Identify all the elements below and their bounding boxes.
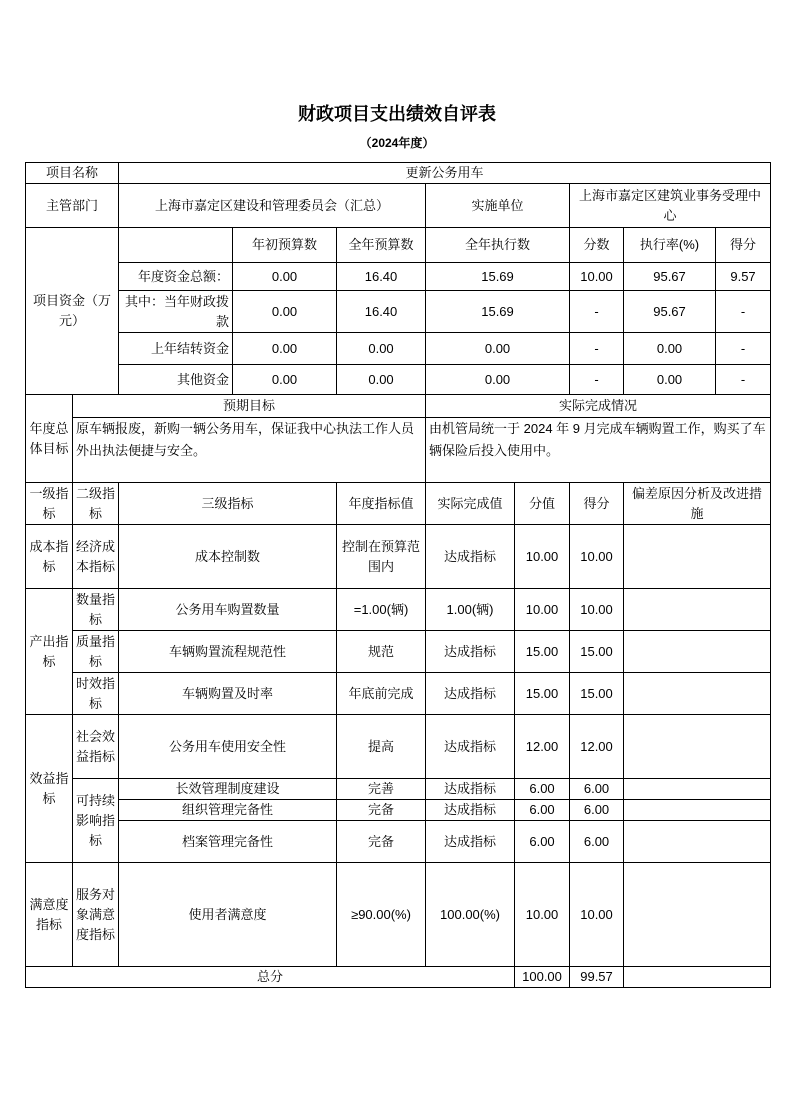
deviation-note [624,967,771,988]
actual-value: 达成指标 [426,673,515,715]
indicator-row [26,800,771,821]
expected-label: 预期目标 [73,395,426,418]
deviation-note [624,715,771,779]
funds-row [26,365,771,395]
score: 10.00 [570,863,624,967]
level3-indicator: 使用者满意度 [119,863,337,967]
total-label: 总分 [26,967,515,988]
funds-cell: 0.00 [426,333,570,365]
funds-cell: - [716,333,771,365]
funds-cell: 0.00 [233,333,337,365]
indicator-header: 三级指标 [119,483,337,525]
score: 15.00 [570,673,624,715]
evaluation-table [25,162,771,988]
funds-cell: 9.57 [716,263,771,291]
score: 12.00 [570,715,624,779]
score: 15.00 [570,631,624,673]
level2-indicator: 时效指标 [73,673,119,715]
level2-indicator: 可持续影响指标 [73,779,119,863]
level3-indicator: 公务用车购置数量 [119,589,337,631]
indicator-row [26,821,771,863]
funds-label: 项目资金（万元） [26,228,119,395]
funds-cell: 0.00 [624,333,716,365]
funds-row [26,263,771,291]
funds-cell: 0.00 [337,333,426,365]
indicator-row [26,715,771,779]
deviation-note [624,589,771,631]
level3-indicator: 公务用车使用安全性 [119,715,337,779]
funds-cell: 0.00 [624,365,716,395]
indicator-row [26,589,771,631]
target-value: =1.00(辆) [337,589,426,631]
funds-cell: 0.00 [233,263,337,291]
project-name: 更新公务用车 [119,163,771,184]
funds-cell: 95.67 [624,291,716,333]
level3-indicator: 车辆购置及时率 [119,673,337,715]
funds-header: 年初预算数 [233,228,337,263]
indicator-header: 实际完成值 [426,483,515,525]
level2-indicator: 服务对象满意度指标 [73,863,119,967]
deviation-note [624,631,771,673]
target-value: 年底前完成 [337,673,426,715]
level1-indicator: 产出指标 [26,589,73,715]
funds-cell: 0.00 [233,365,337,395]
page-title: 财政项目支出绩效自评表 [298,104,496,124]
level3-indicator: 长效管理制度建设 [119,779,337,800]
actual-value: 1.00(辆) [426,589,515,631]
total-score: 99.57 [570,967,624,988]
actual-value: 达成指标 [426,821,515,863]
funds-row-name: 其中：当年财政拨款 [119,291,233,333]
funds-cell: - [716,365,771,395]
target-value: 完备 [337,821,426,863]
deviation-note [624,821,771,863]
deviation-note [624,863,771,967]
deviation-note [624,525,771,589]
funds-row [26,291,771,333]
target-value: ≥90.00(%) [337,863,426,967]
weight: 6.00 [515,821,570,863]
actual-value: 100.00(%) [426,863,515,967]
funds-cell: 16.40 [337,291,426,333]
level3-indicator: 档案管理完备性 [119,821,337,863]
score: 10.00 [570,589,624,631]
funds-header: 得分 [716,228,771,263]
actual-value: 达成指标 [426,631,515,673]
funds-cell: - [570,291,624,333]
actual-label: 实际完成情况 [426,395,771,418]
actual-value: 达成指标 [426,800,515,821]
funds-cell: 15.69 [426,263,570,291]
indicator-header: 分值 [515,483,570,525]
level3-indicator: 车辆购置流程规范性 [119,631,337,673]
weight: 10.00 [515,525,570,589]
weight: 15.00 [515,631,570,673]
deviation-note [624,800,771,821]
total-row [26,967,771,988]
indicator-header: 年度指标值 [337,483,426,525]
level2-indicator: 经济成本指标 [73,525,119,589]
funds-cell: 15.69 [426,291,570,333]
score: 6.00 [570,779,624,800]
funds-cell: 16.40 [337,263,426,291]
indicator-row [26,779,771,800]
funds-cell: - [716,291,771,333]
page-subtitle: （2024年度） [359,136,435,150]
actual-result: 由机管局统一于 2024 年 9 月完成车辆购置工作，购买了车辆保险后投入使用中。 [426,418,771,483]
funds-cell: 0.00 [426,365,570,395]
funds-cell: 0.00 [233,291,337,333]
level1-indicator: 效益指标 [26,715,73,863]
funds-header: 全年预算数 [337,228,426,263]
level3-indicator: 成本控制数 [119,525,337,589]
funds-row-name: 上年结转资金 [119,333,233,365]
indicator-row [26,673,771,715]
dept-label: 主管部门 [26,184,119,228]
expected-goal: 原车辆报废，新购一辆公务用车，保证我中心执法工作人员外出执法便捷与安全。 [73,418,426,483]
indicator-header-row [26,483,771,525]
level1-indicator: 成本指标 [26,525,73,589]
funds-cell: 0.00 [337,365,426,395]
score: 6.00 [570,800,624,821]
target-value: 完善 [337,779,426,800]
funds-row [26,333,771,365]
project-name-label: 项目名称 [26,163,119,184]
level2-indicator: 数量指标 [73,589,119,631]
funds-cell: 10.00 [570,263,624,291]
funds-row-name: 年度资金总额： [119,263,233,291]
indicator-row [26,863,771,967]
blank-cell [119,228,233,263]
weight: 10.00 [515,589,570,631]
score: 6.00 [570,821,624,863]
impl-label: 实施单位 [426,184,570,228]
level2-indicator: 社会效益指标 [73,715,119,779]
funds-header: 执行率(%) [624,228,716,263]
weight: 12.00 [515,715,570,779]
total-weight: 100.00 [515,967,570,988]
level1-indicator: 满意度指标 [26,863,73,967]
indicator-row [26,631,771,673]
funds-cell: 95.67 [624,263,716,291]
weight: 6.00 [515,779,570,800]
actual-value: 达成指标 [426,525,515,589]
weight: 15.00 [515,673,570,715]
funds-header: 全年执行数 [426,228,570,263]
weight: 6.00 [515,800,570,821]
level3-indicator: 组织管理完备性 [119,800,337,821]
funds-header: 分数 [570,228,624,263]
actual-value: 达成指标 [426,779,515,800]
target-value: 完备 [337,800,426,821]
weight: 10.00 [515,863,570,967]
impl: 上海市嘉定区建筑业事务受理中心 [570,184,771,228]
indicator-header: 一级指标 [26,483,73,525]
target-value: 控制在预算范围内 [337,525,426,589]
indicator-header: 二级指标 [73,483,119,525]
deviation-note [624,779,771,800]
funds-cell: - [570,333,624,365]
indicator-header: 偏差原因分析及改进措施 [624,483,771,525]
deviation-note [624,673,771,715]
indicator-row [26,525,771,589]
indicator-header: 得分 [570,483,624,525]
level2-indicator: 质量指标 [73,631,119,673]
funds-cell: - [570,365,624,395]
funds-row-name: 其他资金 [119,365,233,395]
target-value: 提高 [337,715,426,779]
dept: 上海市嘉定区建设和管理委员会（汇总） [119,184,426,228]
score: 10.00 [570,525,624,589]
actual-value: 达成指标 [426,715,515,779]
target-value: 规范 [337,631,426,673]
goals-label: 年度总体目标 [26,395,73,483]
